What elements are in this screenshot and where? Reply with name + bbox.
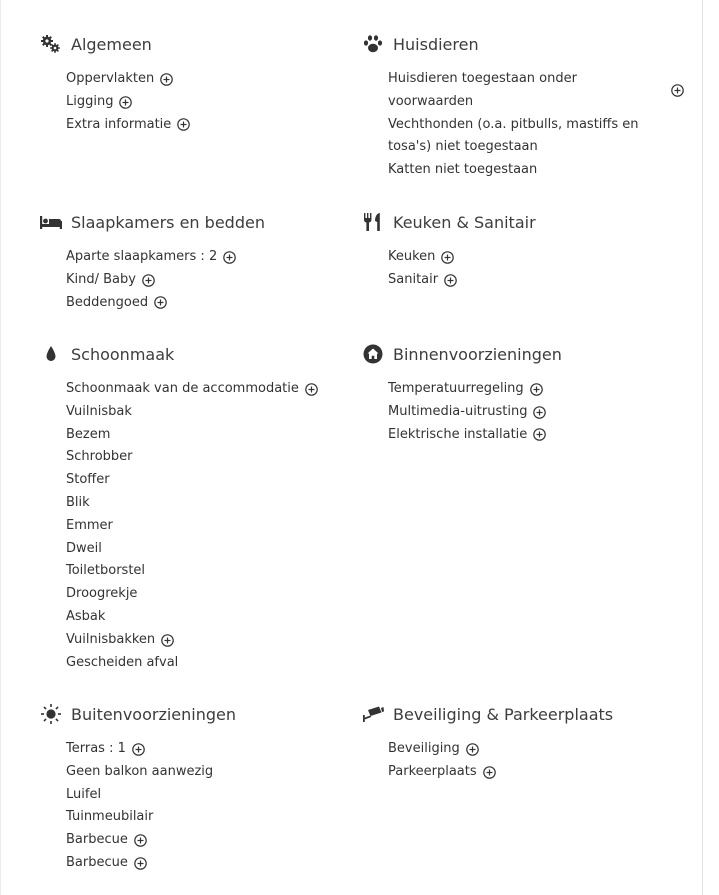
expand-plus-icon[interactable] xyxy=(466,743,479,756)
expand-plus-icon[interactable] xyxy=(132,743,145,756)
section-title: Slaapkamers en bedden xyxy=(71,212,265,232)
list-item[interactable] xyxy=(388,738,496,761)
list-item[interactable] xyxy=(388,378,546,401)
item-label: Keuken xyxy=(388,249,436,264)
item-label: Vuilnisbakken xyxy=(66,631,156,647)
item-list xyxy=(388,378,546,446)
cutlery-icon xyxy=(362,212,384,232)
item-list xyxy=(66,378,318,674)
list-item[interactable] xyxy=(388,269,457,292)
list-item[interactable] xyxy=(66,269,236,292)
item-label: Geen balkon aanwezig xyxy=(66,763,214,779)
item-label: Temperatuurregeling xyxy=(388,381,524,396)
list-item[interactable] xyxy=(66,378,318,401)
list-item xyxy=(66,424,318,447)
list-item[interactable] xyxy=(66,829,213,852)
item-list xyxy=(66,246,236,314)
item-label: Katten niet toegestaan xyxy=(388,162,538,178)
item-label: Beddengoed xyxy=(66,294,149,310)
list-item xyxy=(66,652,318,675)
expand-plus-icon[interactable] xyxy=(305,383,318,396)
list-item xyxy=(66,538,318,561)
section-header xyxy=(362,702,613,726)
expand-plus-icon[interactable] xyxy=(134,834,147,847)
item-label: Stoffer xyxy=(66,472,110,488)
list-item[interactable] xyxy=(388,401,546,424)
list-item xyxy=(66,583,318,606)
list-item xyxy=(66,446,318,469)
item-label: Luifel xyxy=(66,786,102,802)
item-label: Multimedia-uitrusting xyxy=(388,403,528,419)
expand-plus-icon[interactable] xyxy=(444,274,457,287)
item-label: Vechthonden (o.a. pitbulls, mastiffs en tosa's) niet toegestaan xyxy=(388,116,639,155)
section-header xyxy=(362,210,536,234)
section-header xyxy=(362,32,479,56)
expand-plus-icon[interactable] xyxy=(161,634,174,647)
section-header xyxy=(362,342,562,366)
camera-icon xyxy=(362,704,384,724)
item-label: Parkeerplaats xyxy=(388,763,477,779)
item-list xyxy=(388,738,496,784)
expand-plus-icon[interactable] xyxy=(533,406,546,419)
sun-icon xyxy=(40,704,62,724)
gears-icon xyxy=(40,34,62,54)
item-label: Oppervlakten xyxy=(66,71,155,86)
item-label: Aparte slaapkamers : 2 xyxy=(66,249,218,264)
item-label: Droogrekje xyxy=(66,586,138,602)
item-list xyxy=(388,246,457,292)
item-label: Gescheiden afval xyxy=(66,654,179,670)
list-item xyxy=(66,761,213,784)
section-title: Huisdieren xyxy=(393,34,479,54)
item-label: Terras : 1 xyxy=(66,741,126,756)
list-item xyxy=(66,806,213,829)
section-header xyxy=(40,32,152,56)
item-label: Asbak xyxy=(66,608,106,624)
list-item[interactable] xyxy=(388,761,496,784)
item-label: Elektrische installatie xyxy=(388,426,528,442)
item-label: Sanitair xyxy=(388,271,439,287)
list-item[interactable] xyxy=(66,68,190,91)
list-item[interactable] xyxy=(388,246,457,269)
list-item[interactable] xyxy=(66,114,190,137)
item-label: Kind/ Baby xyxy=(66,271,136,287)
list-item xyxy=(66,401,318,424)
list-item[interactable] xyxy=(388,68,650,114)
expand-plus-icon[interactable] xyxy=(530,383,543,396)
item-label: Emmer xyxy=(66,517,113,533)
section-title: Binnenvoorzieningen xyxy=(393,344,562,364)
section-title: Schoonmaak xyxy=(71,344,175,364)
item-label: Dweil xyxy=(66,540,102,556)
section-header xyxy=(40,210,265,234)
list-item[interactable] xyxy=(66,246,236,269)
item-label: Ligging xyxy=(66,93,114,109)
expand-plus-icon[interactable] xyxy=(154,296,167,309)
section-header xyxy=(40,342,174,366)
bed-icon xyxy=(40,212,62,232)
paw-icon xyxy=(362,34,384,54)
list-item xyxy=(66,515,318,538)
list-item xyxy=(66,560,318,583)
item-label: Bezem xyxy=(66,426,111,442)
list-item xyxy=(388,114,650,160)
expand-plus-icon[interactable] xyxy=(160,73,173,86)
section-title: Keuken & Sanitair xyxy=(393,212,536,232)
expand-plus-icon[interactable] xyxy=(483,766,496,779)
home-icon xyxy=(362,344,384,364)
section-title: Beveiliging & Parkeerplaats xyxy=(393,704,614,724)
expand-plus-icon[interactable] xyxy=(142,274,155,287)
item-label: Toiletborstel xyxy=(66,563,146,579)
item-label: Vuilnisbak xyxy=(66,403,132,419)
list-item[interactable] xyxy=(66,292,236,315)
list-item xyxy=(388,159,650,182)
list-item[interactable] xyxy=(66,629,318,652)
list-item xyxy=(66,469,318,492)
item-list xyxy=(66,738,213,875)
expand-plus-icon[interactable] xyxy=(671,84,684,97)
list-item xyxy=(66,784,213,807)
expand-plus-icon[interactable] xyxy=(119,96,132,109)
expand-plus-icon[interactable] xyxy=(533,428,546,441)
expand-plus-icon[interactable] xyxy=(134,857,147,870)
item-label: Extra informatie xyxy=(66,116,172,132)
drop-icon xyxy=(40,344,62,364)
item-label: Barbecue xyxy=(66,832,128,848)
expand-plus-icon[interactable] xyxy=(223,251,236,264)
item-label: Huisdieren toegestaan onder voorwaarden xyxy=(388,71,577,109)
item-label: Tuinmeubilair xyxy=(66,809,154,825)
list-item xyxy=(66,492,318,515)
list-item[interactable] xyxy=(66,91,190,114)
item-label: Blik xyxy=(66,494,90,510)
item-list xyxy=(66,68,190,136)
list-item[interactable] xyxy=(66,738,213,761)
item-label: Schoonmaak van de accommodatie xyxy=(66,381,299,396)
expand-plus-icon[interactable] xyxy=(177,118,190,131)
item-label: Schrobber xyxy=(66,449,133,465)
item-label: Barbecue xyxy=(66,854,128,870)
section-header xyxy=(40,702,236,726)
expand-plus-icon[interactable] xyxy=(441,251,454,264)
list-item xyxy=(66,606,318,629)
list-item[interactable] xyxy=(66,852,213,875)
item-label: Beveiliging xyxy=(388,741,460,756)
item-list xyxy=(388,68,650,182)
section-title: Algemeen xyxy=(71,34,152,54)
list-item[interactable] xyxy=(388,424,546,447)
section-title: Buitenvoorzieningen xyxy=(71,704,236,724)
